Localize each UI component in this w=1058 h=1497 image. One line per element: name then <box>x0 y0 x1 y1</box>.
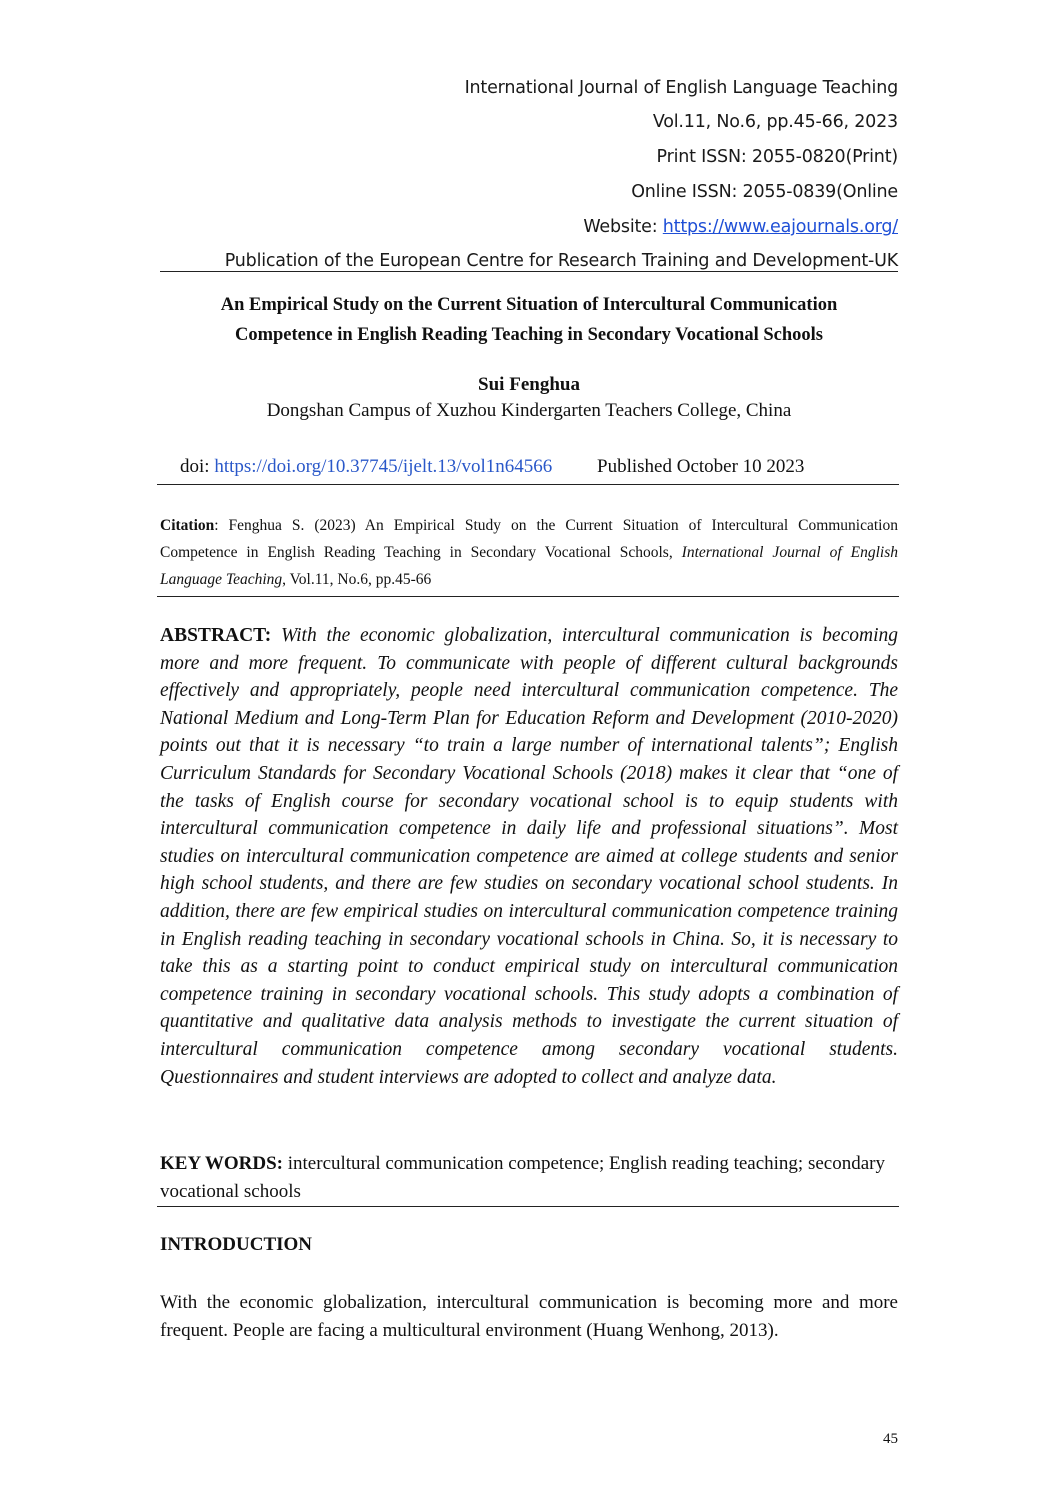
abstract-label: ABSTRACT: <box>160 625 281 646</box>
citation-rule <box>157 596 899 597</box>
website-line <box>583 217 898 237</box>
keywords-block <box>160 1150 898 1206</box>
citation-tail: , Vol.11, No.6, pp.45-66 <box>282 571 432 588</box>
keywords-label: KEY WORDS: <box>160 1153 288 1174</box>
journal-name: International Journal of English Language Teaching <box>464 78 898 98</box>
title-line-2: Competence in English Reading Teaching in Secondary Vocational Schools <box>235 325 823 345</box>
doi-rule <box>157 484 899 485</box>
article-title <box>150 290 908 350</box>
citation-block <box>160 512 898 593</box>
author-name: Sui Fenghua <box>478 374 580 395</box>
keywords-text: intercultural communication competence; English reading teaching; secondary vocational schools <box>160 1153 885 1202</box>
introduction-heading: INTRODUCTION <box>160 1234 313 1255</box>
page-number: 45 <box>883 1431 898 1447</box>
author-affiliation: Dongshan Campus of Xuzhou Kindergarten Teachers College, China <box>266 400 792 421</box>
abstract-block <box>160 622 898 1091</box>
doi-row <box>180 456 804 478</box>
abstract-text: With the economic globalization, intercultural communication is becoming more and more frequent. To communicate with people of different cultural backgrounds effectively and appropriately, people need intercultural communication competence. The National Medium and Long-Term Plan for Education Reform and Development (2010-2020) points out that it is necessary “to train a large number of international talents”; English Curriculum Standards for Secondary Vocational Schools (2018) makes it clear that “one of the tasks of English course for secondary vocational school is to equip students with intercultural communication competence in daily life and professional situations”. Most studies on intercultural communication competence are aimed at college students and senior high school students, and there are few studies on secondary vocational school students. In addition, there are few empirical studies on intercultural communication competence training in English reading teaching in secondary vocational schools in China. So, it is necessary to take this as a starting point to conduct empirical study on intercultural communication competence training in secondary vocational schools. This study adopts a combination of quantitative and qualitative data analysis methods to investigate the current situation of intercultural communication competence among secondary vocational students. Questionnaires and student interviews are adopted to collect and analyze data. <box>160 625 898 1088</box>
doi-link[interactable]: https://doi.org/10.37745/ijelt.13/vol1n64566 <box>214 456 553 477</box>
online-issn: Online ISSN: 2055-0839(Online <box>631 182 898 202</box>
print-issn: Print ISSN: 2055-0820(Print) <box>656 147 898 167</box>
citation-label: Citation <box>160 517 215 534</box>
volume-info: Vol.11, No.6, pp.45-66, 2023 <box>652 112 898 132</box>
doi-label: doi: <box>180 456 215 477</box>
header-rule <box>160 271 898 272</box>
publisher-line: Publication of the European Centre for Research Training and Development-UK <box>224 251 898 271</box>
website-link[interactable]: https://www.eajournals.org/ <box>662 217 898 237</box>
title-line-1: An Empirical Study on the Current Situation of Intercultural Communication <box>220 295 838 315</box>
keywords-rule <box>157 1206 899 1207</box>
published-date: Published October 10 2023 <box>597 456 805 477</box>
citation-text: : Fenghua S. (2023) An Empirical Study on the Current Situation of Intercultural Communication Competence in English Reading Teaching in Secondary Vocational Schools, <box>160 517 898 561</box>
citation-journal: International Journal of English Language Teaching <box>160 544 898 588</box>
introduction-paragraph: With the economic globalization, intercultural communication is becoming more and more frequent. People are facing a multicultural environment (Huang Wenhong, 2013). <box>160 1292 898 1341</box>
website-label: Website: <box>583 217 663 237</box>
